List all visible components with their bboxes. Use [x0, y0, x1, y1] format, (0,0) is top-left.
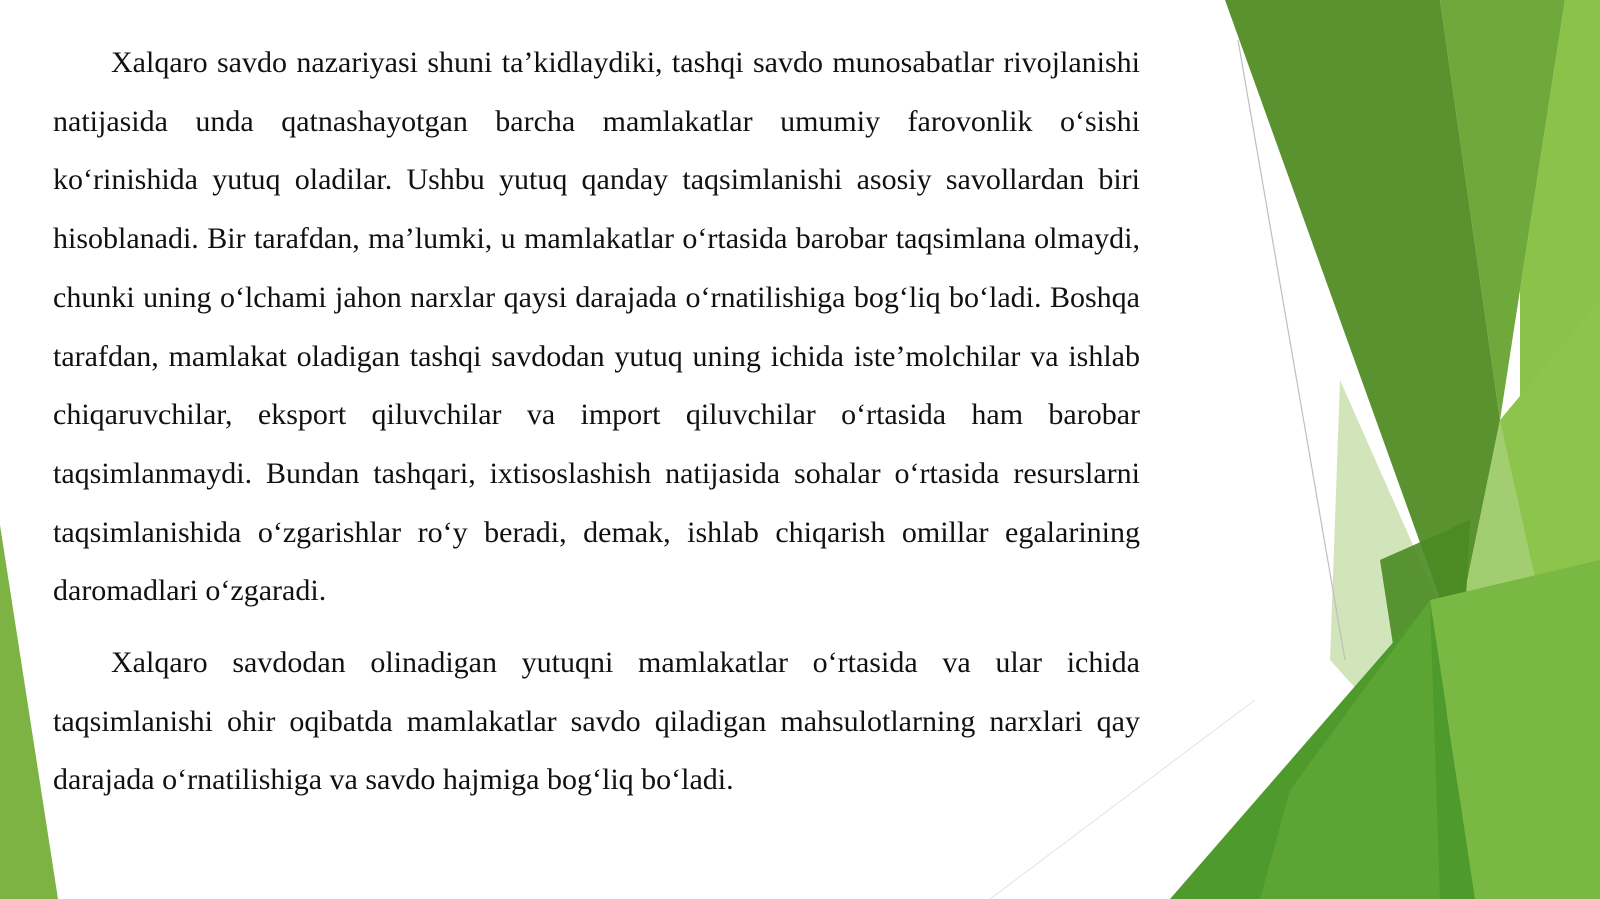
left-green-sliver: [0, 525, 58, 899]
paragraph-2: Xalqaro savdodan olinadigan yutuqni mamlakatlar o‘rtasida va ular ichida taqsimlanishi ohir oqibatda mamlakatlar savdo qiladigan mahsulotlarning narxlari qay darajada o‘rnatilishiga va savdo hajmiga bog‘liq bo‘ladi.: [53, 646, 1140, 797]
main-text: [53, 34, 1140, 810]
paragraph-1: Xalqaro savdo nazariyasi shuni ta’kidlaydiki, tashqi savdo munosabatlar rivojlanishi natijasida unda qatnashayotgan barcha mamlakatlar umumiy farovonlik o‘sishi ko‘rinishida yutuq oladilar. Ushbu yutuq qanday taqsimlanishi asosiy savollardan biri hisoblanadi. Bir tarafdan, ma’lumki, u mamlakatlar o‘rtasida barobar taqsimlana olmaydi, chunki uning o‘lchami jahon narxlar qaysi darajada o‘rnatilishiga bog‘liq bo‘ladi. Boshqa tarafdan, mamlakat oladigan tashqi savdodan yutuq uning ichida iste’molchilar va ishlab chiqaruvchilar, eksport qiluvchilar va import qiluvchilar o‘rtasida ham barobar taqsimlanmaydi. Bundan tashqari, ixtisoslashish natijasida sohalar o‘rtasida resurslarni taqsimlanishida o‘zgarishlar ro‘y beradi, demak, ishlab chiqarish omillar egalarining daromadlari o‘zgaradi.: [53, 46, 1140, 608]
